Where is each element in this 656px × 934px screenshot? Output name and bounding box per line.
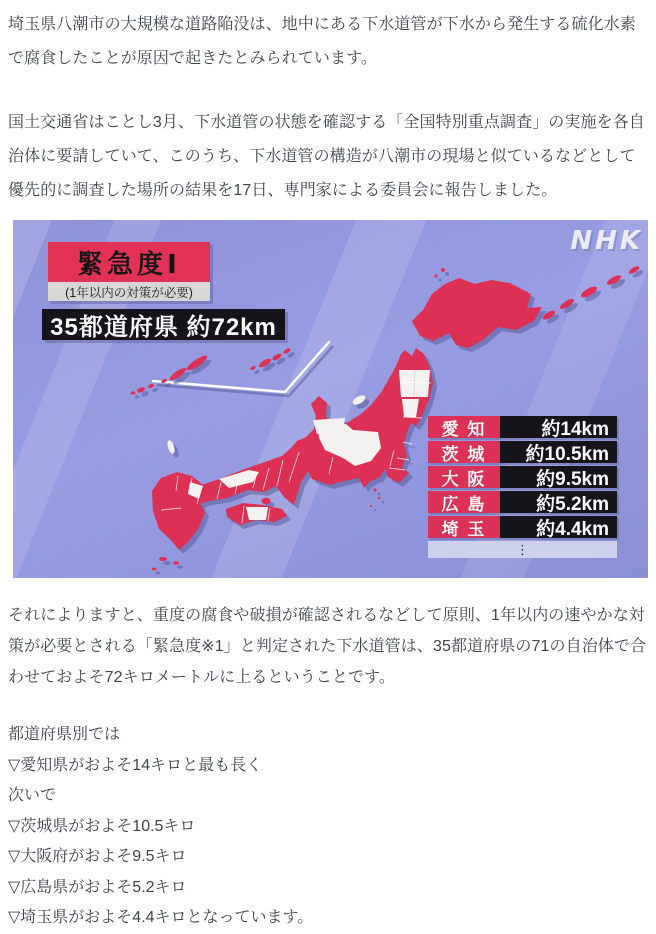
table-row [428,491,617,513]
news-graphic-figure [13,220,648,578]
headline-badge: 35都道府県 約72km [42,309,285,340]
urgency-note-badge: (1年以内の対策が必要) [48,282,210,301]
table-row [428,416,617,438]
article-paragraph: それによりますと、重度の腐食や破損が確認されるなどして原則、1年以内の速やかな対策が必要とされる「緊急度※1」と判定された下水道管は、35都道府県の71の自治体で合わせておよそ72キロメートルに上るということです。 [8,607,647,686]
table-row [428,516,617,538]
prefecture-table-rows [428,416,617,538]
prefecture-list-line: ▽愛知県がおよそ14キロと最も長く [8,756,263,774]
table-more-row: ⋮ [428,541,617,558]
result-paragraphs [8,600,650,693]
prefecture-value-cell: 約14km [500,416,617,438]
prefecture-name-cell: 埼 玉 [428,516,500,538]
prefecture-name-cell: 愛 知 [428,416,500,438]
inset-divider-line [153,342,333,396]
prefecture-name-cell: 広 島 [428,491,500,513]
prefecture-value-cell: 約4.4km [500,516,617,538]
intro-paragraphs [8,8,650,208]
prefecture-value-cell: 約5.2km [500,491,617,513]
urgency-level-badge: 緊急度Ⅰ [48,242,210,282]
table-row [428,441,617,463]
prefecture-list-line: ▽茨城県がおよそ10.5キロ [8,817,196,835]
prefecture-list [8,720,650,934]
table-row [428,466,617,488]
kyushu-shape [152,472,205,550]
hokkaido-shape [412,278,542,348]
article-paragraph: 国土交通省はことし3月、下水道管の状態を確認する「全国特別重点調査」の実施を各自治体に要請していて、このうち、下水道管の構造が八潮市の現場と似ているなどとして優先的に調査した場所の結果を17日、専門家による委員会に報告しました。 [8,114,645,199]
prefecture-name-cell: 大 阪 [428,466,500,488]
prefecture-value-cell: 約9.5km [500,466,617,488]
prefecture-value-cell: 約10.5km [500,441,617,463]
prefecture-list-line: 次いで [8,787,57,804]
nhk-logo: NHK [570,226,643,256]
prefecture-name-cell: 茨 城 [428,441,500,463]
prefecture-list-line: ▽大阪府がおよそ9.5キロ [8,848,187,865]
prefecture-list-line: ▽広島県がおよそ5.2キロ [8,878,187,896]
prefecture-list-line: ▽埼玉県がおよそ4.4キロとなっています。 [8,909,314,926]
prefecture-list-line: 都道府県別では [8,726,121,743]
article-paragraph: 埼玉県八潮市の大規模な道路陥没は、地中にある下水道管が下水から発生する硫化水素で腐食したことが原因で起きたとみられています。 [8,16,636,67]
nansei-islands [131,347,292,394]
prefecture-table [428,416,617,558]
